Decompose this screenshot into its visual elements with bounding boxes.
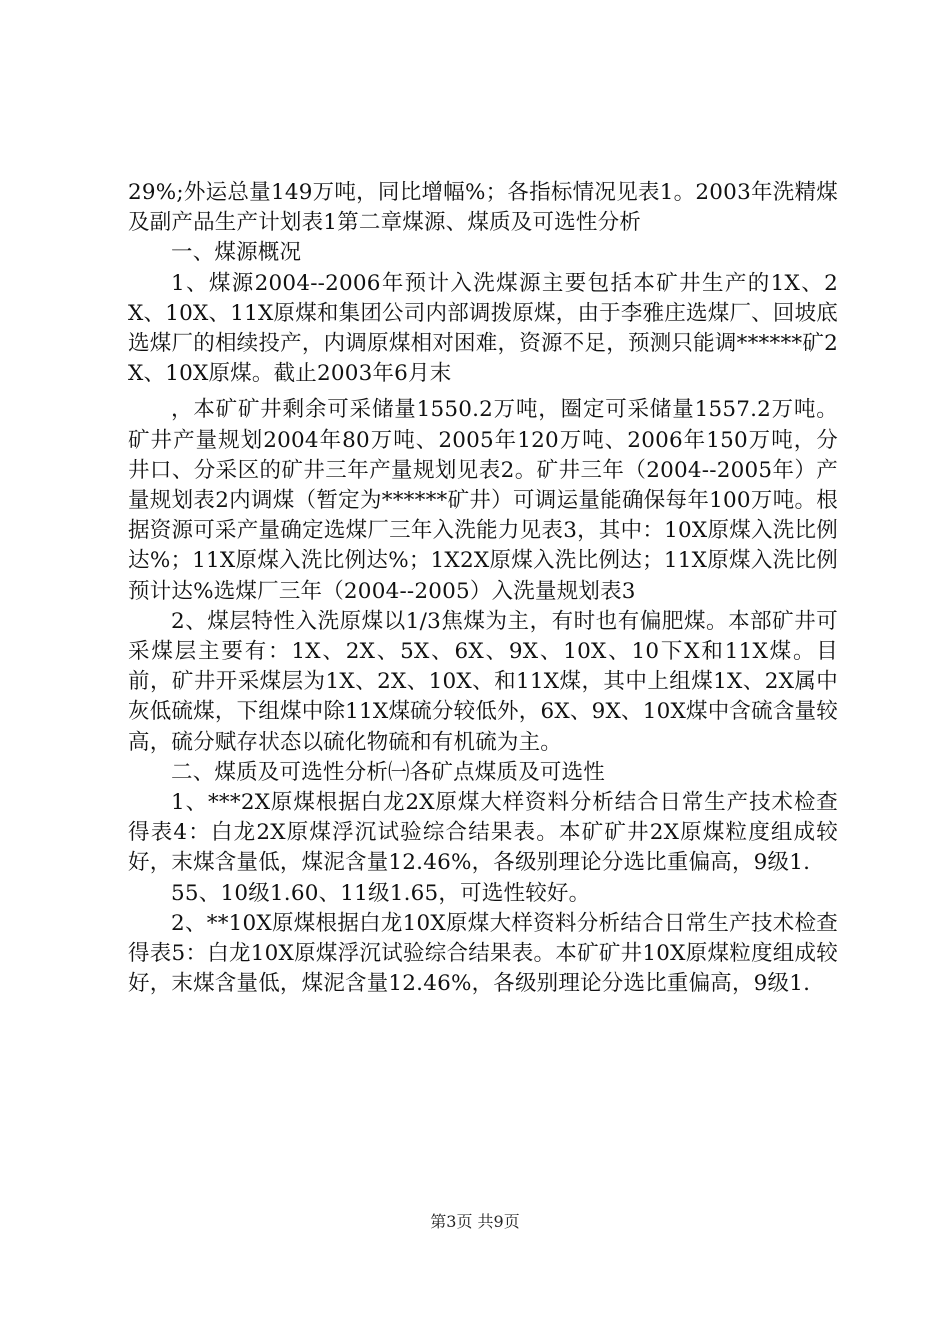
- paragraph-10x-raw-coal: 2、**10X原煤根据白龙10X原煤大样资料分析结合日常生产技术检查得表5：白龙10X原煤浮沉试验综合结果表。本矿矿井10X原煤粒度组成较好，末煤含量低，煤泥含量12.46%，各级别理论分选比重偏高，9级1.: [128, 910, 838, 997]
- paragraph-2x-continuation: 55、10级1.60、11级1.65，可选性较好。: [171, 880, 591, 906]
- document-body: [128, 178, 838, 999]
- page-footer: [0, 1212, 950, 1232]
- paragraph-coal-source: 1、煤源2004--2006年预计入洗煤源主要包括本矿井生产的1X、2X、10X、11X原煤和集团公司内部调拨原煤，由于李雅庄选煤厂、回坡底选煤厂的相续投产，内调原煤相对困难，资源不足，预测只能调******矿2X、10X原煤。截止2003年6月末: [128, 270, 838, 387]
- paragraph-coal-seam-characteristics: 2、煤层特性入洗原煤以1/3焦煤为主，有时也有偏肥煤。本部矿井可采煤层主要有：1X、2X、5X、6X、9X、10X、10下X和11X煤。目前，矿井开采煤层为1X、2X、10X、和11X煤，其中上组煤1X、2X属中灰低硫煤，下组煤中除11X煤硫分较低外，6X、9X、10X煤中含硫含量较高，硫分赋存状态以硫化物硫和有机硫为主。: [128, 608, 838, 755]
- paragraph-mine-reserves: ，本矿矿井剩余可采储量1550.2万吨，圈定可采储量1557.2万吨。矿井产量规划2004年80万吨、2005年120万吨、2006年150万吨，分井口、分采区的矿井三年产量规划见表2。矿井三年（2004--2005年）产量规划表2内调煤（暂定为******矿井）可调运量能确保每年100万吨。根据资源可采产量确定选煤厂三年入洗能力见表3，其中：10X原煤入洗比例达%；11X原煤入洗比例达%；1X2X原煤入洗比例达；11X原煤入洗比例预计达%选煤厂三年（2004--2005）入洗量规划表3: [128, 397, 838, 604]
- paragraph-2x-raw-coal: 1、***2X原煤根据白龙2X原煤大样资料分析结合日常生产技术检查得表4：白龙2X原煤浮沉试验综合结果表。本矿矿井2X原煤粒度组成较好，末煤含量低，煤泥含量12.46%，各级别理论分选比重偏高，9级1.: [128, 790, 838, 876]
- page-number-label: 第3页 共9页: [430, 1212, 520, 1231]
- heading-coal-source-overview: 一、煤源概况: [171, 240, 302, 266]
- paragraph-export-summary: 29%;外运总量149万吨，同比增幅%；各指标情况见表1。2003年洗精煤及副产品生产计划表1第二章煤源、煤质及可选性分析: [128, 180, 838, 236]
- heading-coal-quality-analysis: 二、煤质及可选性分析㈠各矿点煤质及可选性: [171, 759, 606, 785]
